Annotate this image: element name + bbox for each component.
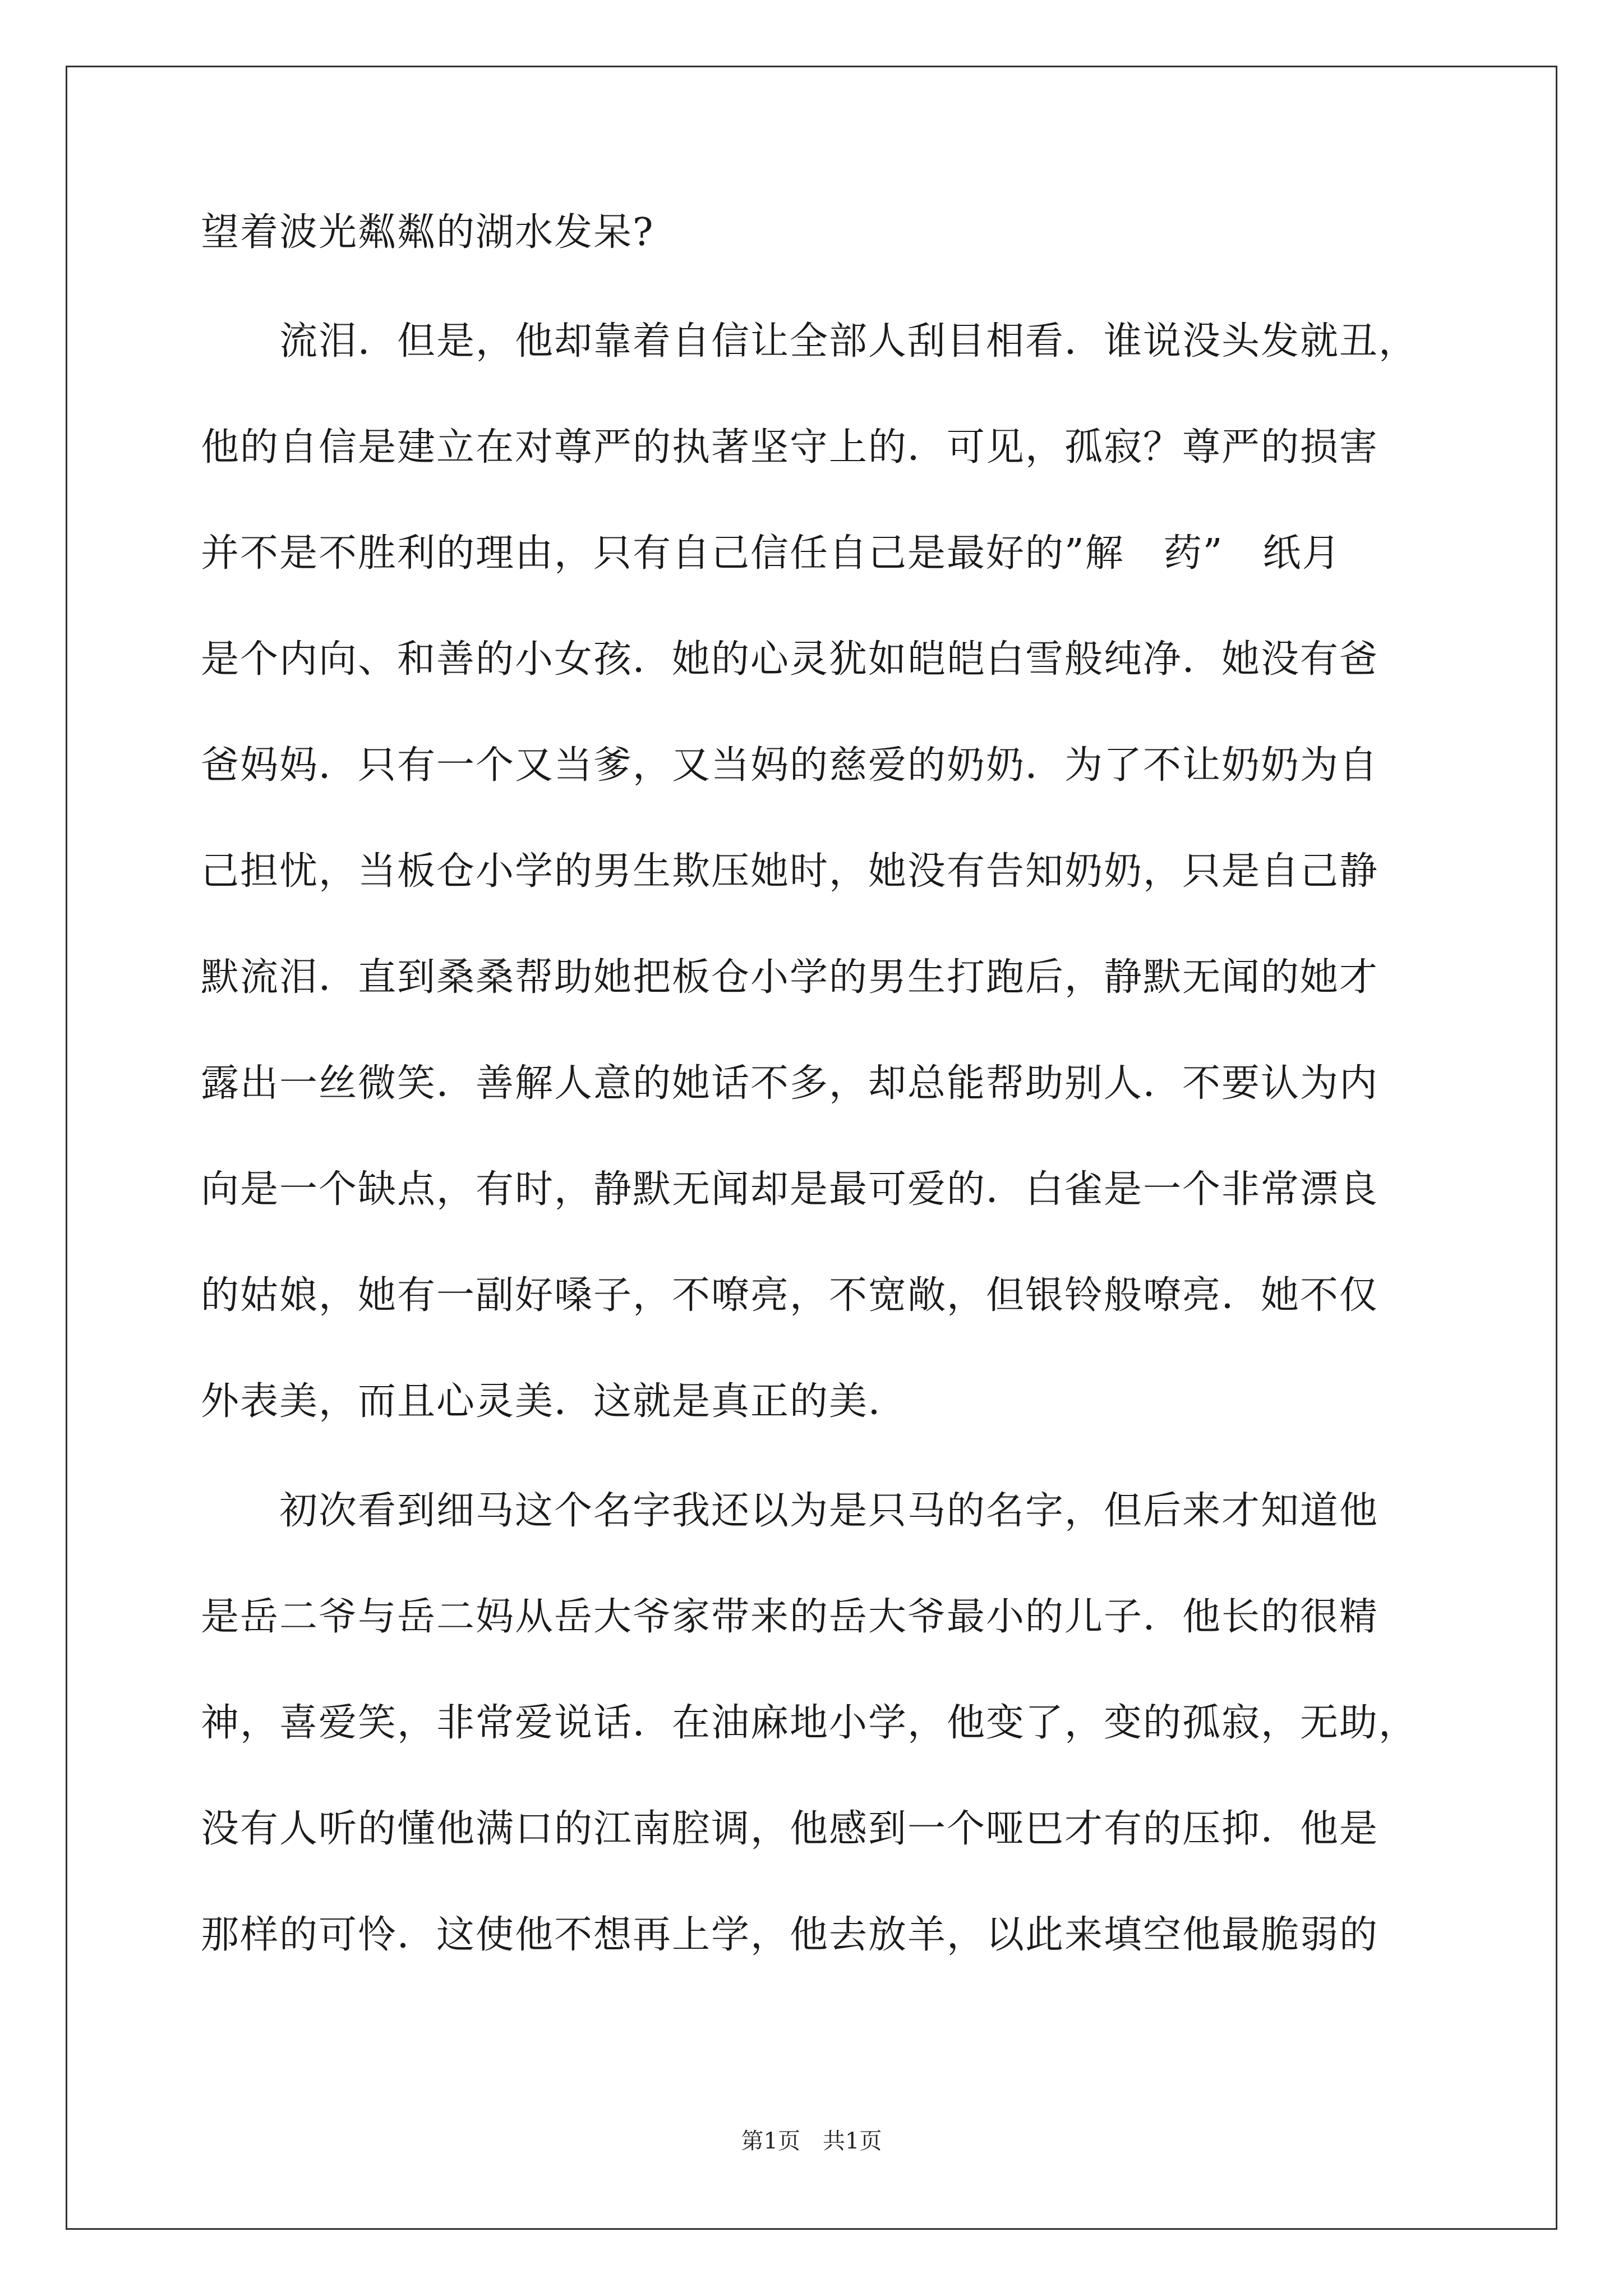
text-line: 他的自信是建立在对尊严的执著坚守上的．可见，孤寂？尊严的损害 [201, 425, 1379, 470]
text-line: 爸妈妈．只有一个又当爹，又当妈的慈爱的奶奶．为了不让奶奶为自 [201, 743, 1379, 788]
text-line: 并不是不胜利的理由，只有自己信任自己是最好的”解 药” 纸月 [201, 531, 1341, 576]
text-line: 没有人听的懂他满口的江南腔调，他感到一个哑巴才有的压抑．他是 [201, 1807, 1379, 1851]
text-line: 是岳二爷与岳二妈从岳大爷家带来的岳大爷最小的儿子．他长的很精 [201, 1595, 1379, 1639]
text-line: 那样的可怜．这使他不想再上学，他去放羊，以此来填空他最脆弱的 [201, 1913, 1379, 1957]
text-line: 向是一个缺点，有时，静默无闻却是最可爱的．白雀是一个非常漂良 [201, 1167, 1379, 1212]
text-line: 是个内向、和善的小女孩．她的心灵犹如皑皑白雪般纯净．她没有爸 [201, 637, 1379, 682]
page-number-footer: 第1页 共1页 [741, 2128, 882, 2154]
text-line: 初次看到细马这个名字我还以为是只马的名字，但后来才知道他 [201, 1489, 1379, 1533]
text-line: 外表美，而且心灵美．这就是真正的美． [201, 1379, 908, 1424]
text-line: 望着波光粼粼的湖水发呆? [201, 210, 654, 255]
text-line: 流泪．但是，他却靠着自信让全部人刮目相看．谁说没头发就丑， [201, 319, 1418, 364]
text-line: 默流泪．直到桑桑帮助她把板仓小学的男生打跑后，静默无闻的她才 [201, 955, 1379, 1000]
text-line: 露出一丝微笑．善解人意的她话不多，却总能帮助别人．不要认为内 [201, 1061, 1379, 1106]
text-line: 神，喜爱笑，非常爱说话．在油麻地小学，他变了，变的孤寂，无助， [201, 1701, 1418, 1745]
text-line: 的姑娘，她有一副好嗓子，不嘹亮，不宽敞，但银铃般嘹亮．她不仅 [201, 1273, 1379, 1318]
page-border [66, 66, 1557, 2230]
text-line: 己担忧，当板仓小学的男生欺压她时，她没有告知奶奶，只是自己静 [201, 849, 1379, 894]
